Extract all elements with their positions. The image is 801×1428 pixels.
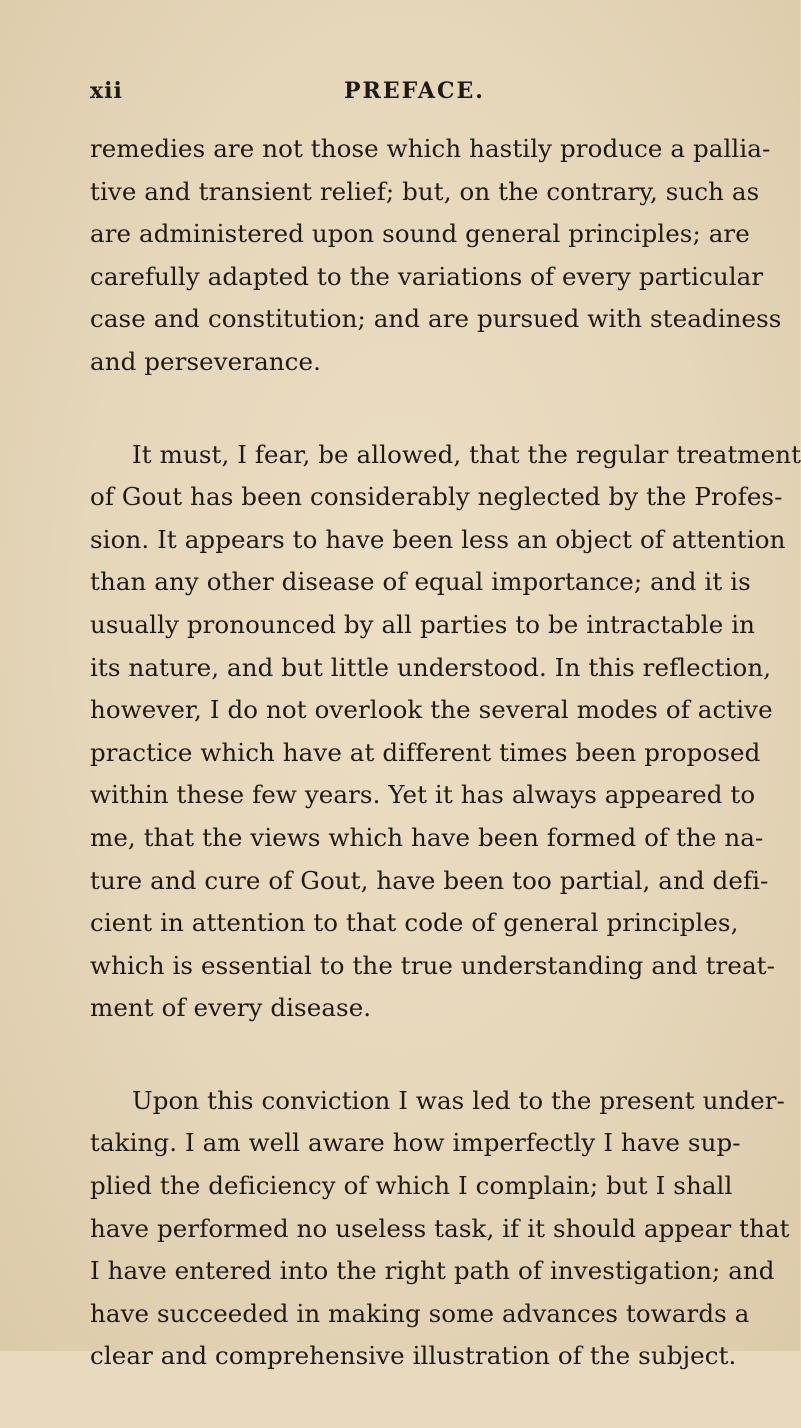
text-line: of Gout has been considerably neglected by the Profes- bbox=[90, 482, 783, 512]
text-line: tive and transient relief; but, on the contrary, such as bbox=[90, 176, 760, 206]
text-line: cient in attention to that code of general principles, bbox=[90, 908, 739, 938]
text-line: ture and cure of Gout, have been too partial, and defi- bbox=[90, 865, 769, 895]
text-line: than any other disease of equal importance; and it is bbox=[90, 567, 751, 597]
text-line: clear and comprehensive illustration of the subject. bbox=[90, 1341, 737, 1371]
text-line: usually pronounced by all parties to be intractable in bbox=[90, 609, 756, 639]
running-head: PREFACE. bbox=[344, 78, 485, 104]
text-line: within these few years. Yet it has always appeared to bbox=[90, 780, 756, 810]
text-line: have succeeded in making some advances towards a bbox=[90, 1298, 750, 1328]
paragraph-1 bbox=[90, 128, 782, 384]
paragraph-3 bbox=[90, 1080, 790, 1378]
text-line: ment of every disease. bbox=[90, 993, 372, 1023]
text-line: Upon this conviction I was led to the present under- bbox=[132, 1085, 785, 1115]
body-text bbox=[90, 128, 801, 1428]
paragraph-2 bbox=[90, 434, 801, 1030]
text-line: which is essential to the true understanding and treat- bbox=[90, 950, 775, 980]
text-line: case and constitution; and are pursued with steadiness bbox=[90, 304, 782, 334]
text-line: plied the deficiency of which I complain; but I shall bbox=[90, 1171, 733, 1201]
text-line: are administered upon sound general principles; are bbox=[90, 219, 750, 249]
text-line: carefully adapted to the variations of every particular bbox=[90, 261, 764, 291]
text-line: It must, I fear, be allowed, that the regular treatment bbox=[132, 439, 801, 469]
text-line: me, that the views which have been formed of the na- bbox=[90, 822, 764, 852]
text-line: taking. I am well aware how imperfectly I have sup- bbox=[90, 1128, 741, 1158]
text-line: have performed no useless task, if it should appear that bbox=[90, 1213, 790, 1243]
text-line: sion. It appears to have been less an object of attention bbox=[90, 524, 786, 554]
text-line: I have entered into the right path of investigation; and bbox=[90, 1256, 775, 1286]
text-line: remedies are not those which hastily produce a pallia- bbox=[90, 134, 771, 163]
text-line: its nature, and but little understood. In this reflection, bbox=[90, 652, 772, 682]
page-header bbox=[90, 78, 720, 110]
page-number: xii bbox=[90, 78, 123, 104]
text-line: practice which have at different times been proposed bbox=[90, 737, 761, 767]
text-line: however, I do not overlook the several modes of active bbox=[90, 695, 773, 725]
text-line: and perseverance. bbox=[90, 346, 321, 376]
